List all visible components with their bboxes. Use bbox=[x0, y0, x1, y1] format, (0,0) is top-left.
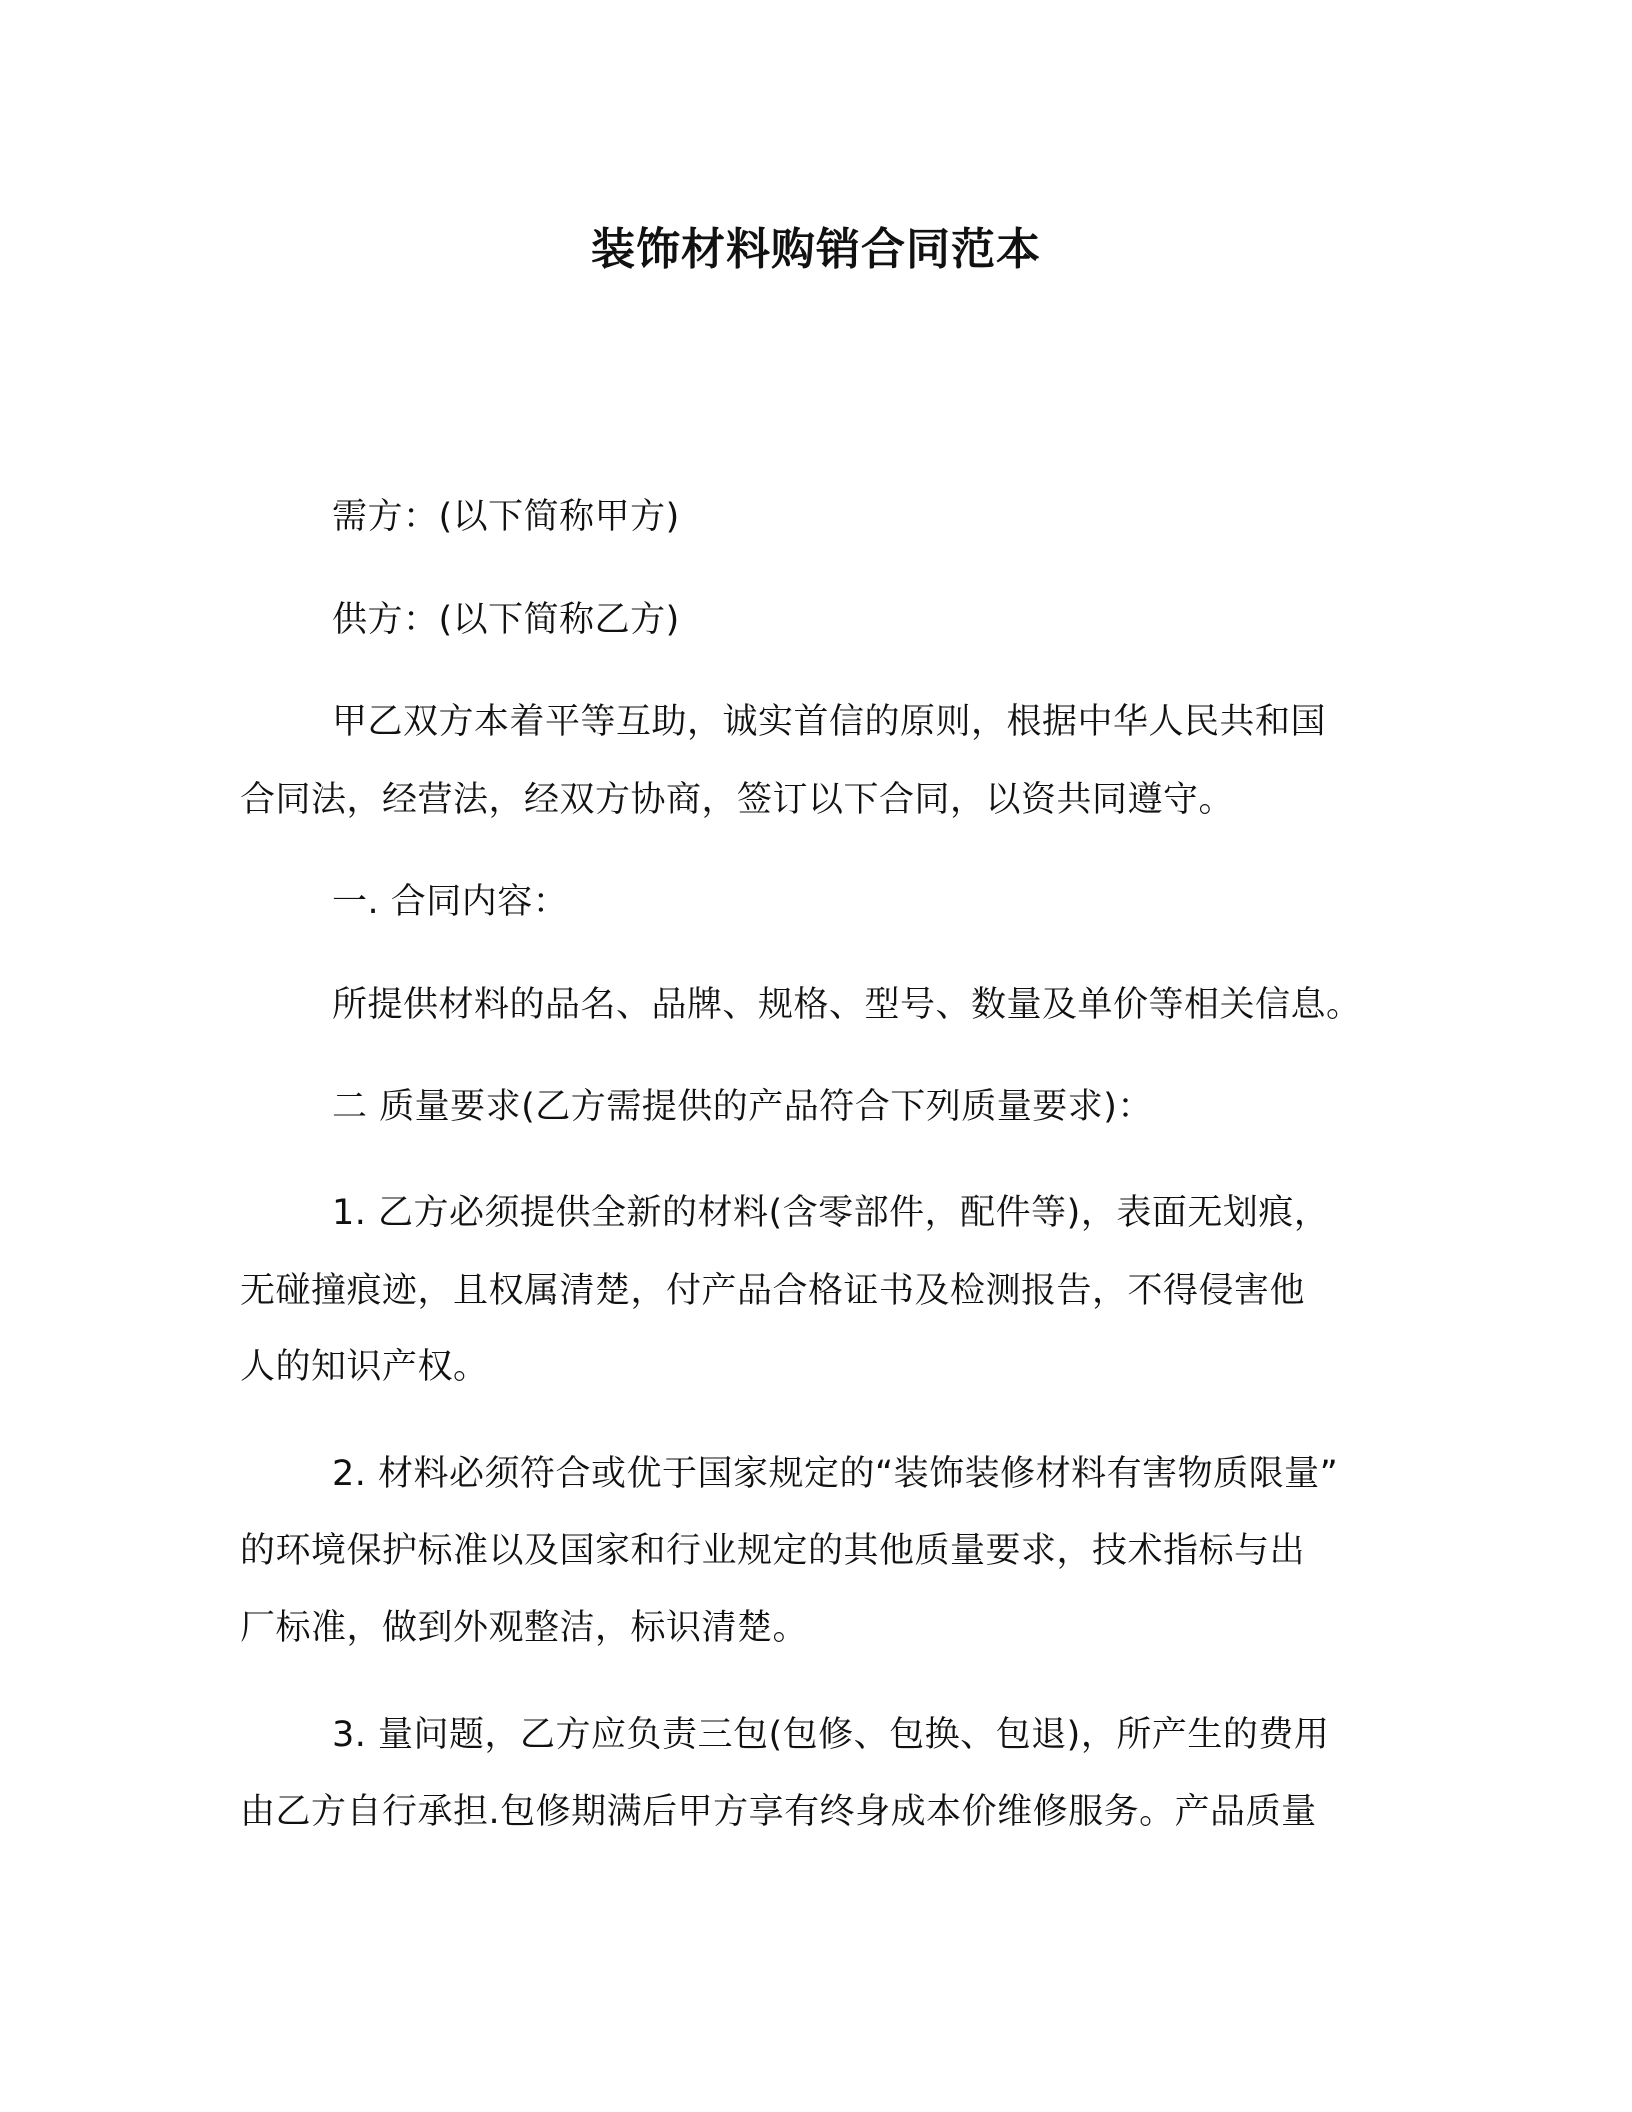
clause-2-line-1: 2. 材料必须符合或优于国家规定的“装饰装修材料有害物质限量” bbox=[332, 1454, 1339, 1494]
section-heading-contract-content: 一. 合同内容： bbox=[332, 882, 569, 922]
section-heading-quality: 二 质量要求(乙方需提供的产品符合下列质量要求)： bbox=[332, 1087, 1153, 1127]
paragraph-buyer: 需方：(以下简称甲方) bbox=[332, 497, 680, 537]
clause-3-line-1: 3. 量问题，乙方应负责三包(包修、包换、包退)，所产生的费用 bbox=[332, 1715, 1330, 1755]
clause-1-line-3: 人的知识产权。 bbox=[240, 1347, 489, 1387]
clause-1-line-2: 无碰撞痕迹，且权属清楚，付产品合格证书及检测报告，不得侵害他 bbox=[240, 1271, 1306, 1311]
clause-1-line-1: 1. 乙方必须提供全新的材料(含零部件，配件等)，表面无划痕， bbox=[332, 1193, 1330, 1233]
paragraph-contract-content: 所提供材料的品名、品牌、规格、型号、数量及单价等相关信息。 bbox=[332, 985, 1362, 1025]
clause-2-line-2: 的环境保护标准以及国家和行业规定的其他质量要求，技术指标与出 bbox=[240, 1531, 1306, 1571]
page-title: 装饰材料购销合同范本 bbox=[591, 224, 1041, 275]
paragraph-intro-line-2: 合同法，经营法，经双方协商，签订以下合同，以资共同遵守。 bbox=[240, 780, 1235, 820]
paragraph-intro-line-1: 甲乙双方本着平等互助，诚实首信的原则，根据中华人民共和国 bbox=[332, 702, 1327, 742]
paragraph-supplier: 供方：(以下简称乙方) bbox=[332, 600, 680, 640]
clause-2-line-3: 厂标准，做到外观整洁，标识清楚。 bbox=[240, 1608, 809, 1648]
clause-3-line-2: 由乙方自行承担.包修期满后甲方享有终身成本价维修服务。产品质量 bbox=[240, 1792, 1317, 1832]
